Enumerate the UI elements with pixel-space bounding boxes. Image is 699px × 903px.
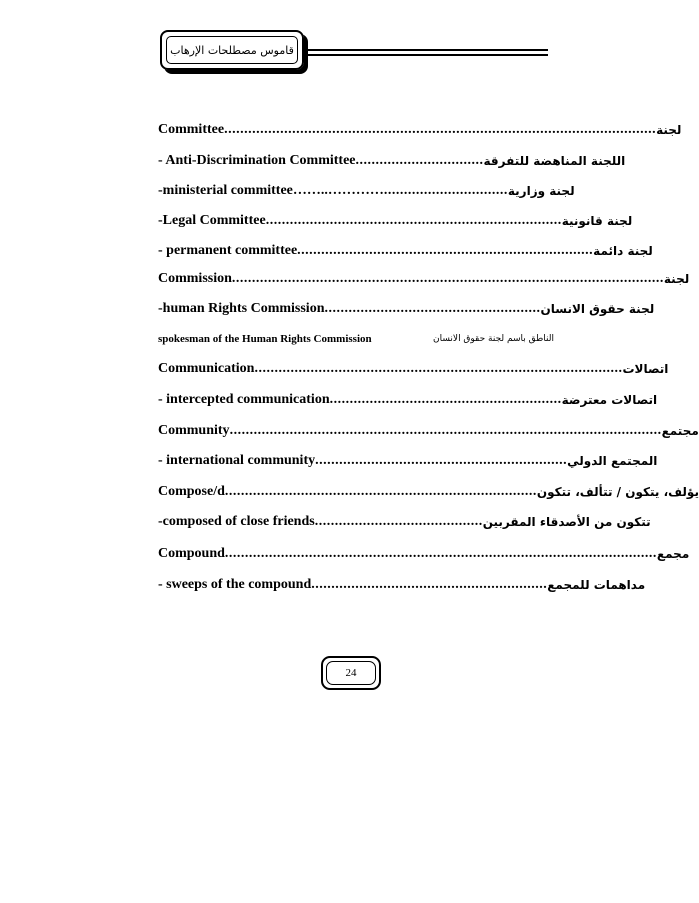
page-number: 24 <box>326 661 376 685</box>
entry-arabic: اتصالات معترضة <box>561 393 658 407</box>
entry-english: -composed of close friends <box>158 514 315 529</box>
glossary-entry <box>158 240 653 262</box>
entry-leader-dots: ............................... <box>383 183 508 198</box>
entry-english: - Anti-Discrimination Committee <box>158 153 356 168</box>
entry-leader-dots: ................................ <box>355 153 484 168</box>
glossary-entry <box>158 543 690 565</box>
entry-leader-dots: ............................................................................................................ <box>229 423 662 438</box>
page-number-box <box>321 656 381 690</box>
entry-english: - sweeps of the compound <box>158 577 312 592</box>
glossary-entry <box>158 180 575 202</box>
glossary-entry <box>158 298 655 320</box>
glossary-entry <box>158 574 646 596</box>
entry-arabic: لجنة قانونية <box>561 214 633 228</box>
entry-leader-dots: .............................................................................. <box>224 484 537 499</box>
entry-leader-dots: .......................................................................... <box>265 213 562 228</box>
glossary-entry <box>158 511 651 533</box>
entry-arabic: لجنة حقوق الانسان <box>540 302 655 316</box>
entry-english: Compound <box>158 546 225 561</box>
glossary-entry <box>158 358 669 380</box>
entry-arabic: مجتمع <box>661 424 699 438</box>
entry-arabic: لجنة دائمة <box>593 244 653 258</box>
entry-leader-dots: .......................................... <box>314 514 483 529</box>
entry-arabic: لجنة <box>656 123 682 137</box>
entry-leader-dots: ...................................................... <box>324 301 541 316</box>
entry-leader-dots: ........................................................... <box>311 577 548 592</box>
entry-english: -human Rights Commission <box>158 301 325 316</box>
entry-leader-dots: .......................................................... <box>329 392 562 407</box>
entry-leader-dots: ............................................................... <box>315 453 568 468</box>
entry-english: Committee <box>158 122 225 137</box>
entry-english: - intercepted communication <box>158 392 330 407</box>
glossary-entries <box>158 0 699 903</box>
entry-english: - international community <box>158 453 316 468</box>
glossary-entry <box>158 481 699 503</box>
entry-english: - permanent committee <box>158 243 298 258</box>
entry-leader-dots: ............................................................................................................ <box>224 546 657 561</box>
entry-english: -ministerial committee……..………… <box>158 183 384 198</box>
glossary-entry <box>158 389 658 411</box>
entry-arabic: الناطق باسم لجنة حقوق الانسان <box>433 334 554 344</box>
header-title: قاموس مصطلحات الإرهاب <box>166 36 298 64</box>
entry-arabic: مداهمات للمجمع <box>547 578 646 592</box>
entry-arabic: لجنة <box>663 272 690 286</box>
entry-arabic: تتكون من الأصدقاء المقربين <box>482 515 651 529</box>
entry-leader-dots: ............................................................................................ <box>254 361 623 376</box>
glossary-entry <box>158 150 626 172</box>
entry-arabic: اتصالات <box>622 362 669 376</box>
entry-arabic: لجنة وزارية <box>507 184 575 198</box>
glossary-entry <box>158 119 682 141</box>
entry-arabic: اللجنة المناهضة للتفرقة <box>483 154 626 168</box>
entry-english: Compose/d <box>158 484 225 499</box>
entry-english: -Legal Committee <box>158 213 266 228</box>
glossary-entry <box>158 210 633 232</box>
entry-leader-dots: ............................................................................................................ <box>224 122 657 137</box>
glossary-entry <box>158 450 658 472</box>
entry-arabic: يؤلف، يتكون / تتألف، تتكون <box>536 485 699 499</box>
entry-english: Communication <box>158 361 255 376</box>
entry-english: Commission <box>158 271 232 286</box>
entry-english: spokesman of the Human Rights Commission <box>158 333 372 345</box>
glossary-entry <box>158 328 554 350</box>
entry-english: Community <box>158 423 230 438</box>
glossary-entry <box>158 420 699 442</box>
entry-leader-dots: .......................................................................... <box>297 243 594 258</box>
entry-arabic: مجمع <box>656 547 690 561</box>
glossary-entry <box>158 268 690 290</box>
entry-leader-dots: ............................................................................................................ <box>231 271 664 286</box>
entry-arabic: المجتمع الدولي <box>567 454 658 468</box>
